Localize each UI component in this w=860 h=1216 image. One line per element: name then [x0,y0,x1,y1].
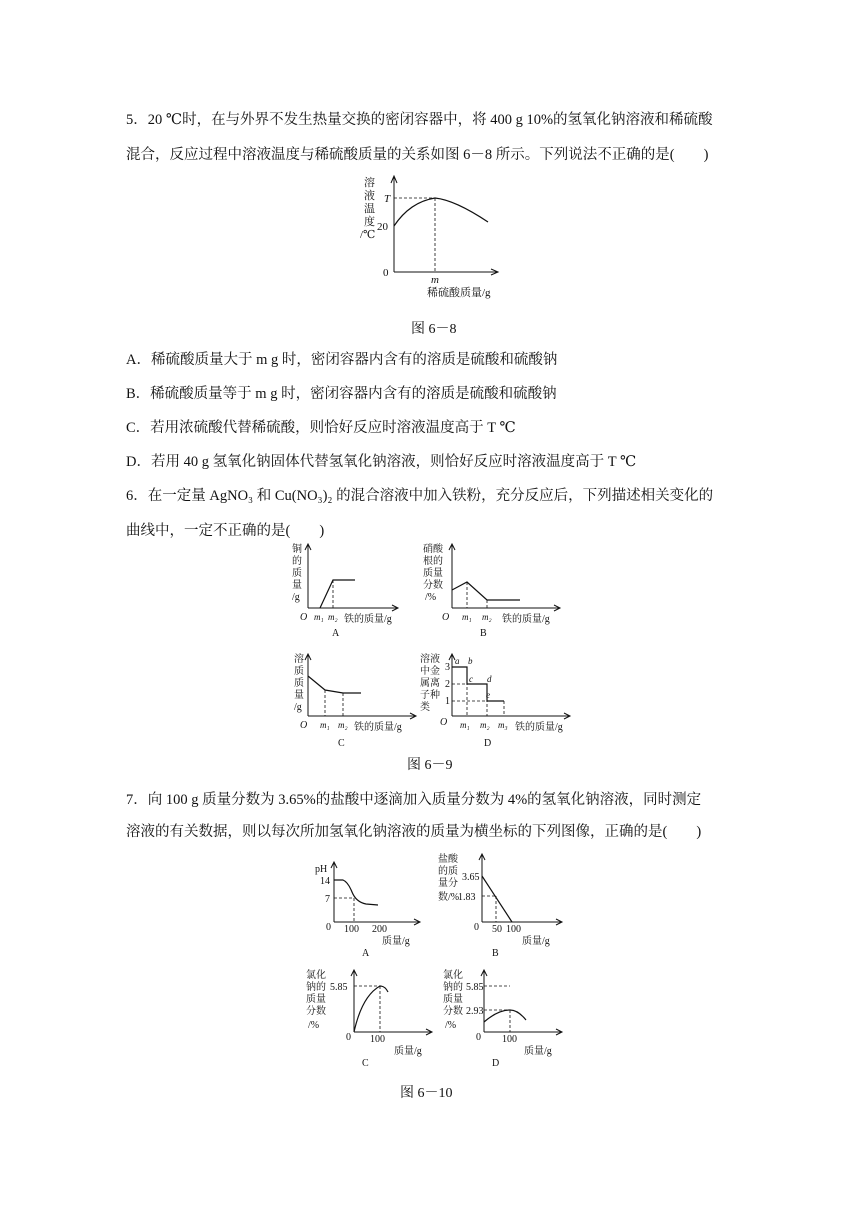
fig610a-tick-14: 14 [320,876,330,887]
fig610d-tick-100: 100 [502,1034,517,1045]
fig610a-origin: 0 [326,922,331,933]
fig69d-m3: m₃ [498,720,508,730]
fig69a-xlabel: 铁的质量/g [344,614,392,625]
fig610d-origin: 0 [476,1032,481,1043]
fig69d-xlabel: 铁的质量/g [515,722,563,733]
fig610c-curve [354,986,388,1032]
fig69b-ylabel-1: 硝酸 [423,544,443,555]
fig68-curve [394,198,488,226]
fig610c-tick-100: 100 [370,1034,385,1045]
fig69d-m2: m₂ [480,720,490,730]
fig610c-ylabel-2: 钠的 [306,982,326,993]
fig69d-m1: m₁ [460,720,470,730]
fig610d-ylabel-5: /% [445,1020,457,1031]
fig69a-m2: m₂ [328,612,338,622]
fig610c-ylabel-5: /% [308,1020,320,1031]
fig610d-ylabel-2: 钠的 [443,982,463,993]
fig610c-ylabel-1: 氯化 [306,970,326,981]
fig68-ylabel-3: 温 [364,203,375,215]
fig69b-ylabel-2: 根的 [423,556,443,567]
fig69c-origin: O [300,720,308,731]
fig69d-point-d: d [487,674,492,684]
fig69b-ylabel-5: /% [425,592,437,603]
fig610a-tick-200: 200 [372,924,387,935]
q5-option-c: C．若用浓硫酸代替稀硫酸，则恰好反应时溶液温度高于 T ℃ [126,420,516,436]
fig610c-origin: 0 [346,1032,351,1043]
fig610b-tick-183: 1.83 [458,892,476,903]
q5-stem-line2: 混合，反应过程中溶液温度与稀硫酸质量的关系如图 6－8 所示。下列说法不正确的是( ) [126,147,709,163]
figure-6-10-b [436,850,576,960]
fig69d-origin: O [440,717,448,728]
fig610c-ylabel-4: 分数 [306,1006,326,1017]
fig69a-ylabel-1: 铜 [292,544,302,555]
fig69c-ylabel-2: 质 [294,666,304,677]
fig69b-tag: B [480,628,487,639]
fig69a-ylabel-5: /g [292,592,300,603]
figure-6-10-d [440,966,580,1070]
fig68-tick-T: T [384,193,391,205]
fig610b-ylabel-3: 量分 [438,878,458,889]
figure-6-10-a [310,858,430,958]
fig610c-ylabel-3: 质量 [306,994,326,1005]
fig610d-curve [484,1010,526,1022]
q5-option-d: D．若用 40 g 氢氧化钠固体代替氢氧化钠溶液，则恰好反应时溶液温度高于 T ℃ [126,454,637,470]
fig69a-ylabel-2: 的 [292,556,302,567]
fig68-caption: 图 6－8 [411,322,457,337]
fig69c-m1: m₁ [320,720,330,730]
q7-stem-line2: 溶液的有关数据，则以每次所加氢氧化钠溶液的质量为横坐标的下列图像，正确的是( ) [126,824,702,840]
q7-stem-line1: 7．向 100 g 质量分数为 3.65%的盐酸中逐滴加入质量分数为 4%的氢氧化钠溶液，同时测定 [126,792,702,808]
fig69d-point-b: b [468,656,473,666]
fig69c-m2: m₂ [338,720,348,730]
fig68-ylabel-1: 溶 [364,177,375,189]
fig68-ylabel-2: 液 [364,190,375,202]
q6-stem-line1: 6．在一定量 AgNO₃ 和 Cu(NO₃)₂ 的混合溶液中加入铁粉，充分反应后，下列描述相关变化的 [126,488,714,504]
fig610-caption: 图 6－10 [400,1086,453,1101]
fig610a-ylabel: pH [315,864,328,875]
fig69c-ylabel-3: 质 [294,678,304,689]
fig69c-ylabel-4: 量 [294,690,304,701]
fig610c-tag: C [362,1058,369,1069]
fig69a-tag: A [332,628,340,639]
fig69b-ylabel-4: 分数 [423,580,443,591]
fig68-tick-20: 20 [377,221,388,233]
fig69a-origin: O [300,612,308,623]
fig69d-point-c: c [469,674,473,684]
fig610b-origin: 0 [474,922,479,933]
fig610a-xlabel: 质量/g [382,936,410,947]
fig610d-ylabel-1: 氯化 [443,970,463,981]
fig610b-ylabel-1: 盐酸 [438,854,458,865]
fig69d-tag: D [484,738,492,749]
fig610a-tag: A [362,948,370,959]
fig610b-ylabel-2: 的质 [438,866,458,877]
fig69d-tick-2: 2 [445,679,450,690]
fig69c-ylabel-5: /g [294,702,302,713]
q5-stem-line1: 5．20 ℃时，在与外界不发生热量交换的密闭容器中，将 400 g 10%的氢氧化钠溶液和稀硫酸 [126,112,713,128]
fig69b-xlabel: 铁的质量/g [502,614,550,625]
figure-6-8 [355,172,515,302]
fig610d-xlabel: 质量/g [524,1046,552,1057]
fig69a-ylabel-4: 量 [292,580,302,591]
fig610d-ylabel-4: 分数 [443,1006,463,1017]
fig610a-curve [334,880,378,905]
figure-6-10-c [302,966,452,1070]
fig69a-curve [320,580,355,608]
fig69c-curve [308,676,361,693]
fig610b-xlabel: 质量/g [522,936,550,947]
q5-option-b: B．稀硫酸质量等于 m g 时，密闭容器内含有的溶质是硫酸和硫酸钠 [126,386,557,402]
fig610a-tick-100: 100 [344,924,359,935]
fig69b-origin: O [442,612,450,623]
fig69d-point-a: a [455,656,460,666]
fig610b-tag: B [492,948,499,959]
fig68-xlabel: 稀硫酸质量/g [427,287,491,299]
fig68-origin: 0 [383,267,389,279]
q5-option-a: A．稀硫酸质量大于 m g 时，密闭容器内含有的溶质是硫酸和硫酸钠 [126,352,558,368]
fig610b-tick-50: 50 [492,924,502,935]
fig610d-tag: D [492,1058,500,1069]
fig610b-curve [482,876,512,922]
fig610c-tick-585: 5.85 [330,982,348,993]
fig69d-ylabel-4: 子种 [420,690,440,701]
figure-6-9-a [288,540,408,640]
fig69d-ylabel-3: 属离 [420,678,440,689]
fig69d-tick-3: 3 [445,662,450,673]
fig610d-tick-293: 2.93 [466,1006,484,1017]
fig610b-tick-365: 3.65 [462,872,480,883]
fig69a-ylabel-3: 质 [292,568,302,579]
fig68-ylabel-4: 度 [364,216,375,228]
fig69d-tick-1: 1 [445,696,450,707]
fig69c-xlabel: 铁的质量/g [354,722,402,733]
fig69d-ylabel-5: 类 [420,702,430,713]
fig610c-xlabel: 质量/g [394,1046,422,1057]
fig69a-m1: m₁ [314,612,324,622]
fig69b-m1: m₁ [462,612,472,622]
fig610d-tick-585: 5.85 [466,982,484,993]
fig69-caption: 图 6－9 [407,758,453,773]
fig69b-curve [452,582,520,600]
fig69b-ylabel-3: 质量 [423,568,443,579]
fig610d-ylabel-3: 质量 [443,994,463,1005]
fig610b-tick-100: 100 [506,924,521,935]
fig610a-tick-7: 7 [325,894,330,905]
fig68-ylabel-5: /℃ [360,229,376,241]
fig69d-ylabel-1: 溶液 [420,654,440,665]
fig69c-tag: C [338,738,345,749]
figure-6-9-b [420,540,570,640]
fig610b-ylabel-4: 数/% [438,892,460,903]
fig69b-m2: m₂ [482,612,492,622]
fig69d-point-e: e [486,690,490,700]
fig68-tick-m: m [431,274,439,286]
q6-stem-line2: 曲线中，一定不正确的是( ) [126,523,325,539]
figure-6-9-d [420,650,580,750]
fig69c-ylabel-1: 溶 [294,654,304,665]
fig69d-ylabel-2: 中金 [420,666,440,677]
